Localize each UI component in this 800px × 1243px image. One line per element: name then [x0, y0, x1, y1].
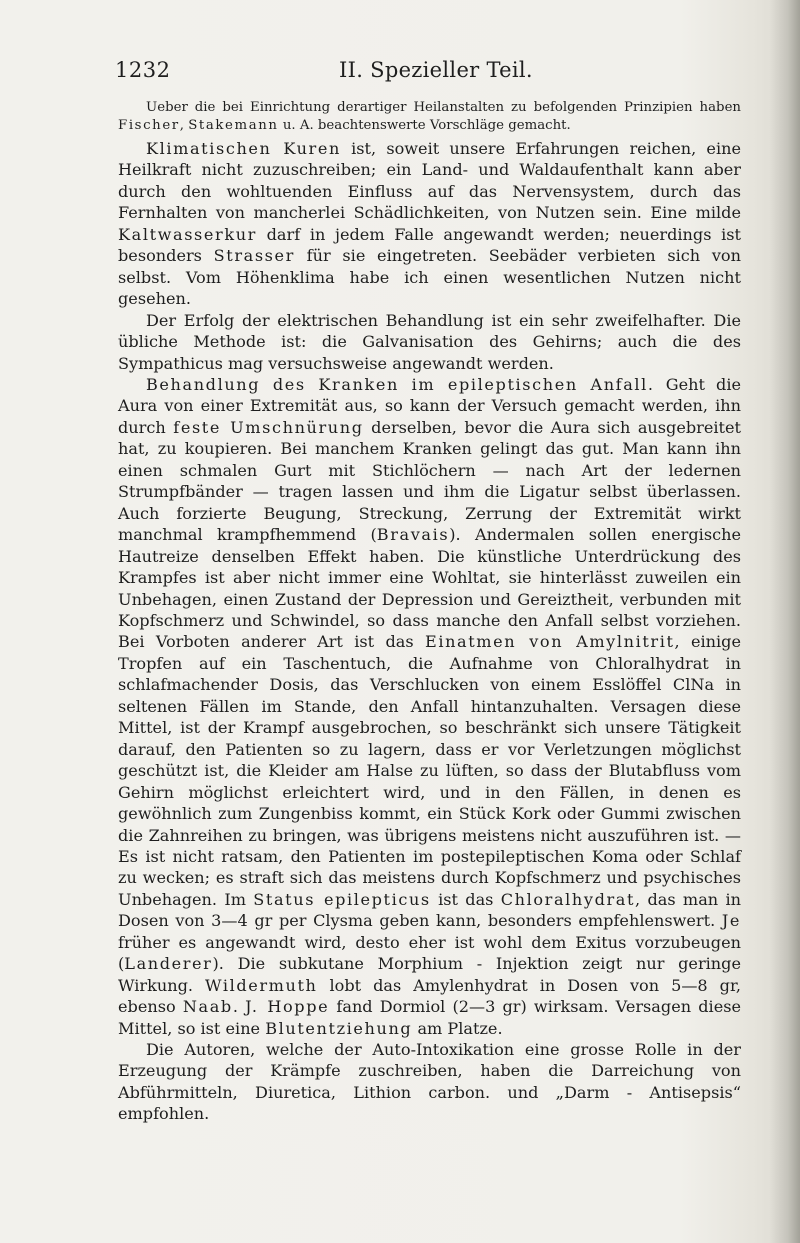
emphasis: Einatmen von Amylnitrit — [424, 632, 675, 652]
running-head: II. Spezieller Teil. — [339, 58, 533, 82]
text-run: am Platze. — [412, 1018, 503, 1038]
author-name: Wildermuth — [204, 975, 318, 995]
text-run: ). Die subkutane Morphium - Injektion zeigt nur geringe Wirkung. — [118, 954, 741, 995]
author-name: Stakemann — [188, 118, 279, 133]
text-run: . — [232, 997, 246, 1017]
paragraph-auto-intoxication — [118, 1039, 741, 1125]
author-name: Bravais — [376, 525, 450, 545]
body-text — [118, 138, 741, 1125]
text-run: derselben, bevor die Aura sich ausgebreitet hat, zu koupieren. Bei manchem Kranken gelingt das gut. Man kann ihn einen schmalen Gurt mit Stichlöchern — nach Art der ledernen Strumpfbänder — tragen lassen und ihm die Ligatur selbst überlassen. Auch forzierte Beugung, Streckung, Zerrung der Extremität wirkt manchmal krampfhemmend ( — [118, 417, 742, 545]
text-run: , — [179, 118, 189, 133]
page-header — [115, 58, 700, 88]
emphasis: Blutentziehung — [265, 1018, 413, 1038]
text-run: Der Erfolg der elektrischen Behandlung ist ein sehr zweifelhafter. Die übliche Methode ist: die Galvanisation des Gehirns; auch die des Sympathicus mag versuchsweise angewandt werden. — [118, 310, 741, 373]
emphasis: feste Umschnürung — [173, 417, 364, 437]
small-print-paragraph — [118, 99, 741, 135]
text-run: ). Andermalen sollen energische Hautreize denselben Effekt haben. Die künstliche Unterdrückung des Krampfes ist aber nicht immer eine Wohltat, sie hinterlässt zuweilen ein Unbehagen, einen Zustand der Depression und Gereiztheit, verbunden mit Kopfschmerz und Schwindel, so dass manche den Anfall selbst vorziehen. Bei Vorboten anderer Art ist das — [118, 525, 741, 652]
text-run: Ueber die bei Einrichtung derartiger Heilanstalten zu befolgenden Prinzipien haben — [146, 100, 741, 115]
text-run: fand Dormiol (2—3 gr) wirksam. Versagen diese Mittel, so ist eine — [118, 997, 741, 1038]
paragraph-electric — [118, 310, 741, 374]
text-run: , einige Tropfen auf ein Taschentuch, die Aufnahme von Chloralhydrat in schlafmachender Dosis, das Verschlucken von einem Esslöffel ClNa in seltenen Fällen im Stande, den Anfall hintanzuhalten. Versagen diese Mittel, ist der Krampf ausgebrochen, so beschränkt sich unsere Tätigkeit darauf, den Patienten so zu lagern, dass er vor Verletzungen möglichst geschützt ist, die Kleider am Halse zu lüften, so dass der Blutabfluss vom Gehirn möglichst erleichtert wird, und in den Fällen, in denen es gewöhnlich zum Zungenbiss kommt, ein Stück Kork oder Gummi zwischen die Zahnreihen zu bringen, was übrigens meistens nicht auszuführen ist. — Es ist nicht ratsam, den Patienten im postepileptischen Koma oder Schlaf zu wecken; es straft sich das meistens durch Kopfschmerz und psychisches Unbehagen. Im — [118, 632, 741, 909]
text-run: u. A. beachtenswerte Vorschläge gemacht. — [278, 118, 571, 133]
text-run: früher es angewandt wird, desto eher ist wohl dem Exitus vorzubeugen ( — [118, 932, 741, 974]
author-name: Naab — [182, 997, 233, 1017]
emphasis: Behandlung des Kranken im epileptischen Anfall. — [146, 374, 655, 394]
emphasis: Kaltwasserkur — [118, 224, 257, 244]
author-name: Fischer — [118, 118, 180, 133]
text-run: für sie eingetreten. Seebäder verbieten sich von selbst. Vom Höhenklima habe ich einen wesentlichen Nutzen nicht gesehen. — [118, 246, 741, 309]
paragraph-seizure-treatment — [118, 374, 741, 1039]
paragraph-climate — [118, 138, 741, 310]
text-run: , das man in Dosen von 3—4 gr per Clysma geben kann, besonders empfehlenswert. — [118, 889, 741, 931]
text-run: Die Autoren, welche der Auto-Intoxikation eine grosse Rolle in der Erzeugung der Krämpfe zuschreiben, haben die Darreichung von Abführmitteln, Diuretica, Lithion carbon. und „Darm - Antisepsis“ empfohlen. — [118, 1040, 741, 1124]
author-name: J. Hoppe — [245, 997, 330, 1017]
text-run: lobt das Amylenhydrat in Dosen von 5—8 gr, ebenso — [118, 975, 741, 1017]
emphasis: Status epilepticus — [253, 889, 431, 909]
author-name: Landerer — [124, 954, 213, 974]
emphasis: Je — [721, 911, 741, 931]
text-run: Geht die Aura von einer Extremität aus, so kann der Versuch gemacht werden, ihn durch — [118, 374, 741, 437]
emphasis: Klimatischen Kuren — [146, 139, 341, 158]
text-run: ist das — [430, 889, 501, 909]
text-run: darf in jedem Falle angewandt werden; neuerdings ist besonders — [118, 224, 741, 266]
text-run: ist, soweit unsere Erfahrungen reichen, eine Heilkraft nicht zuzuschreiben; ein Land- und Waldaufenthalt kann aber durch den wohltuenden Einfluss auf das Nervensystem, durch das Fernhalten von mancherlei Schädlichkeiten, von Nutzen sein. Eine milde — [118, 139, 741, 223]
page-number: 1232 — [115, 58, 171, 82]
emphasis: Chloralhydrat — [500, 889, 636, 909]
author-name: Strasser — [213, 246, 295, 266]
page-edge-shadow — [770, 0, 800, 1243]
